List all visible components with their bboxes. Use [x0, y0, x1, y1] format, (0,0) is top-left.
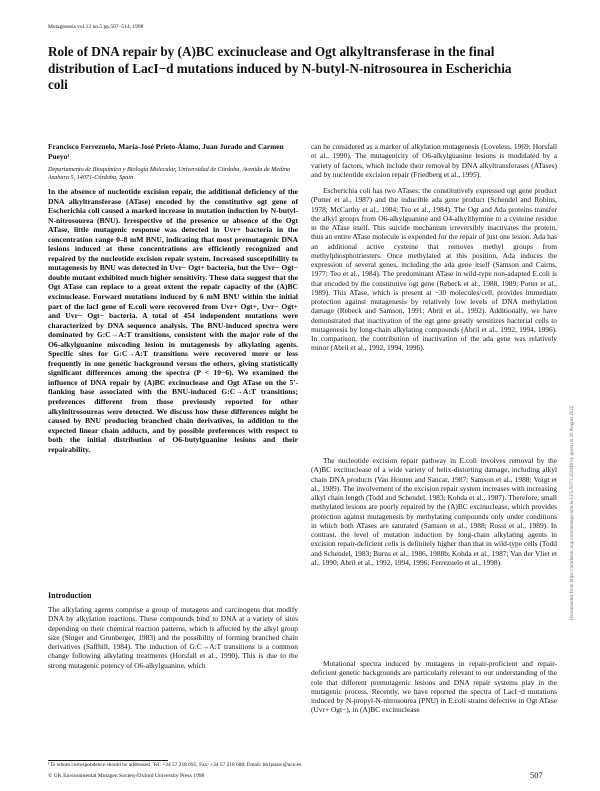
right-column-paragraph-1: can be considered as a marker of alkylation mutagenesis (Loveless, 1969; Horsfall et al., 1990). The mutagenicity of O6-alkylguanine lesions is modulated by a variety of factors, which include their removal by DNA alkyltransferases (ATases) and by nucleotide excision repair (Friedberg et al., 1995). — [311, 142, 557, 179]
right-column-paragraph-3: The nucleotide excision repair pathway in E.coli involves removal by the (A)BC excinuclease of a wide variety of helix-distorting damage, including alkyl chain DNA products (Van Houten and Sancar, 1987; Samson et al., 1988; Voigt et al., 1989). The involvement of the excision repair system increases with increasing alkyl chain length (Todd and Schendel, 1983; Kohda et al., 1987). Therefore, small methylated lesions are poorly repaired by the (A)BC excinuclease, which provides protection against mutagenesis by methylating compounds only under conditions in which both ATases are saturated (Samson et al., 1988; Rossi et al., 1989). In contrast, the level of mutation induction by long-chain alkylating agents in excision repair-deficient cells is definitely higher than that in wild-type cells (Todd and Schendel, 1983; Burns et al., 1986, 1988b; Kohda et al., 1987; Van der Vliet et al., 1990; Abril et al., 1992, 1994, 1996; Ferrezuelo et al., 1998). — [311, 456, 557, 567]
abstract: In the absence of nucleotide excision repair, the additional deficiency of the DNA alkyltransferase (ATase) encoded by the constitutive ogt gene of Escherichia coli caused a marked increase in mutation induction by N-butyl-N-nitrosourea (BNU). Irrespective of the presence or absence of the Ogt ATase, little mutagenic response was detected in Uvr+ bacteria in the concentration range 0–8 mM BNU, indicating that most premutagenic DNA lesions induced at these concentrations are efficiently recognized and repaired by the nucleotide excision repair system. Increased susceptibility to mutagenesis by BNU was detected in Uvr− Ogt+ bacteria, but the Uvr− Ogt− double mutant exhibited much higher sensitivity. These data suggest that the Ogt ATase can replace to a great extent the repair capacity of the (A)BC excinuclease. Forward mutations induced by 6 mM BNU within the initial part of the lacI gene of E.coli were recovered from Uvr+ Ogt+, Uvr− Ogt+ and Uvr− Ogt− bacteria. A total of 454 independent mutations were characterized by DNA sequence analysis. The BNU-induced spectra were dominated by G:C→A:T transitions, consistent with the major role of the O6-alkylguanine miscoding lesion in mutagenesis by alkylating agents. Specific sites for G:C→A:T transitions were recovered more or less frequently in one genetic background versus the others, giving statistically significant differences among the spectra (P < 10−6). We examined the influence of DNA repair by (A)BC excinuclease and Ogt ATase on the 5′-flanking base associated with the BNU-induced G:C→A:T transitions; preferences different from those previously reported for other alkylnitrosoureas were detected. We discuss how these differences might be caused by BNU producing branched chain derivatives, in addition to the expected linear chain adducts, and by possible preferences with respect to both the initial distribution of O6-butylguanine lesions and their repairability. — [48, 187, 298, 454]
article-title: Role of DNA repair by (A)BC excinuclease and Ogt alkyltransferase in the final distribution of LacI−d mutations induced by N-butyl-N-nitrosourea in Escherichia coli — [48, 44, 512, 92]
right-column-paragraph-4: Mutational spectra induced by mutagens in repair-proficient and repair-deficient genetic backgrounds are particularly relevant to our understanding of the role that different premutagenic lesions and DNA repair systems play in the mutagenic process. Recently, we have reported the spectra of LacI−d mutations induced by N-propyl-N-nitrosourea (PNU) in E.coli strains defective in Ogt ATase (Uvr+ Ogt−), in (A)BC excinuclease — [311, 659, 557, 715]
right-column-paragraph-2: Escherichia coli has two ATases: the constitutively expressed ogt gene product (Potter et al., 1987) and the inducible ada gene product (Schendel and Robins, 1978; McCarthy et al., 1984; Teo et al., 1984). The Ogt and Ada proteins transfer the alkyl groups from O6-alkylguanine and O4-alkylthymine to a cysteine residue in the ATase itself. This suicide mechanism irreversibly inactivates the protein, thus an entire ATase molecule is expended for the repair of just one lesion. Ada has an additional active cysteine that removes methyl groups from methylphosphotriesters. Once methylated at this position, Ada induces the expression of several genes, including the ada gene itself (Samson and Cairns, 1977; Teo et al., 1984). The predominant ATase in wild-type non-adapted E.coli is that encoded by the constitutive ogt gene (Rebeck et al., 1988, 1989; Potter et al., 1989). This ATase, which is present at ~30 molecules/cell, provides immediate protection against mutagenesis by relatively low levels of DNA methylation damage (Rebeck and Samson, 1991; Abril et al., 1992). Additionally, we have demonstrated that inactivation of the ogt gene greatly sensitizes bacterial cells to mutagenesis by long-chain alkylating compounds (Abril et al., 1992, 1994, 1996). In comparison, the contribution of inactivation of the ada gene was relatively minor (Abril et al., 1992, 1994, 1996). — [311, 186, 557, 353]
author-list: Francisco Ferrezuelo, María-José Prieto-Álamo, Juan Jurado and Carmen Pueyo¹ — [48, 142, 284, 161]
introduction-paragraph: The alkylating agents comprise a group of mutagens and carcinogens that modify DNA by alkylation reactions. These compounds bind to DNA at a variety of sites depending on their chemical reaction patterns, which is affected by the alkyl group size (Singer and Grunberger, 1983) and the possibility of forming branched chain derivatives (Saffhill, 1984). The induction of G:C→A:T transitions is a common change following alkylating treatments (Horsfall et al., 1990). This is due to the strong mutagenic potency of O6-alkylguanine, which — [48, 605, 298, 670]
copyright-line: © UK Environmental Mutagen Society/Oxford University Press 1998 — [48, 773, 205, 779]
download-watermark: Downloaded from https://academic.oup.com/mutage/article/13/5/507/1102946 by guest on 20 August 2022 — [570, 405, 575, 620]
journal-citation: Mutagenesis vol.13 no.5 pp.507–514, 1998 — [48, 24, 144, 30]
affiliation: Departamento de Bioquímica y Biología Molecular, Universidad de Córdoba, Avenida de Medina Azahara 5, 14071-Córdoba, Spain — [48, 166, 291, 181]
introduction-heading: Introduction — [48, 591, 92, 600]
correspondence-footnote: ¹To whom correspondence should be addressed. Tel: +34 57 218 695; Fax: +34 57 218 688; Email: bb1puarc@uco.es — [48, 762, 302, 768]
footnote-divider — [48, 760, 168, 761]
page-number: 507 — [530, 770, 543, 780]
